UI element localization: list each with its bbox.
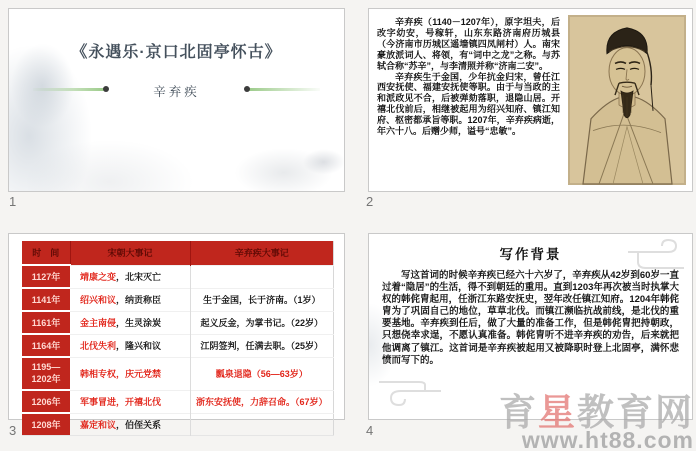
left-arrow-line-decoration bbox=[33, 88, 105, 91]
event-highlight: 军事冒进，开禧北伐 bbox=[80, 397, 162, 407]
year-cell: 1161年 bbox=[22, 311, 70, 334]
table-row bbox=[22, 311, 334, 334]
xinqiji-event-cell bbox=[190, 390, 334, 413]
slide-3-number: 3 bbox=[9, 423, 17, 438]
xinqiji-event-text: 瓢泉退隐（56—63岁） bbox=[215, 369, 308, 379]
xinqiji-event-cell bbox=[190, 357, 334, 390]
header-time: 时 间 bbox=[22, 241, 70, 265]
slide-1-number: 1 bbox=[9, 194, 17, 209]
event-highlight: 韩相专权，庆元党禁 bbox=[80, 369, 162, 379]
slide-4-thumbnail[interactable] bbox=[368, 233, 693, 420]
event-rest: ，北宋灭亡 bbox=[116, 272, 162, 282]
table-row bbox=[22, 288, 334, 311]
event-rest: ，纳贡称臣 bbox=[116, 295, 162, 305]
table-header-row bbox=[22, 241, 334, 265]
section-title: 写作背景 bbox=[499, 247, 562, 262]
xin-qiji-portrait-image bbox=[568, 15, 686, 185]
xinqiji-event-text: 浙东安抚使，力辞召命。（67岁） bbox=[195, 397, 328, 407]
xinqiji-event-cell bbox=[190, 334, 334, 357]
watermark-url: www.ht88.com bbox=[521, 427, 694, 453]
song-event-cell bbox=[70, 334, 190, 357]
table-row bbox=[22, 265, 334, 288]
watermark-star-character: 星 bbox=[538, 392, 577, 433]
song-event-cell bbox=[70, 265, 190, 288]
year-cell: 1206年 bbox=[22, 390, 70, 413]
event-highlight: 绍兴和议 bbox=[80, 295, 117, 305]
header-xinqiji-events: 辛弃疾大事记 bbox=[190, 241, 334, 265]
xinqiji-event-cell bbox=[190, 265, 334, 288]
song-event-cell bbox=[70, 357, 190, 390]
xin-qiji-portrait-drawing bbox=[569, 16, 685, 184]
biography-paragraph-2: 辛弃疾生于金国，少年抗金归宋，曾任江西安抚使、福建安抚使等职。由于与当政的主和派政见不合，后被弹劾落职，退隐山居。开禧北伐前后，相继被起用为绍兴知府、镇江知府、枢密都承旨等职。1207年，辛弃疾病逝，年六十八。后赠少师，谥号“忠敏”。 bbox=[377, 71, 560, 137]
slide-2-thumbnail[interactable] bbox=[368, 8, 693, 192]
event-rest: ，隆兴和议 bbox=[116, 341, 162, 351]
header-song-events: 宋朝大事记 bbox=[70, 241, 190, 265]
event-highlight: 金主南侵 bbox=[80, 318, 117, 328]
table-row bbox=[22, 334, 334, 357]
cloud-scroll-icon bbox=[375, 381, 445, 415]
author-name: 辛弃疾 bbox=[153, 85, 200, 99]
xinqiji-event-cell bbox=[190, 413, 334, 436]
watermark-text: 教育网 bbox=[577, 392, 694, 433]
table-row bbox=[22, 357, 334, 390]
dot-icon bbox=[244, 86, 250, 92]
xinqiji-event-text: 生于金国，长于济南。（1岁） bbox=[202, 295, 321, 305]
event-rest: ，生灵涂炭 bbox=[116, 318, 162, 328]
song-event-cell bbox=[70, 390, 190, 413]
year-cell: 1127年 bbox=[22, 265, 70, 288]
event-highlight: 靖康之变 bbox=[80, 272, 117, 282]
event-highlight: 北伐失利 bbox=[80, 341, 117, 351]
slide-1-thumbnail[interactable] bbox=[8, 8, 345, 192]
table-row bbox=[22, 413, 334, 436]
slide-3-thumbnail[interactable] bbox=[8, 233, 345, 430]
poem-title: 《永遇乐·京口北固亭怀古》 bbox=[71, 44, 282, 61]
watermark-text: 育 bbox=[499, 392, 538, 433]
table-row bbox=[22, 390, 334, 413]
song-event-cell bbox=[70, 288, 190, 311]
biography-paragraph-1: 辛弃疾（1140－1207年），原字坦夫，后改字幼安，号稼轩，山东东路济南府历城县（今济南市历城区遥墙镇四凤闸村）人。南宋豪放派词人、将领，有“词中之龙”之称。与苏轼合称“苏辛”，与李清照并称“济南二安”。 bbox=[377, 17, 560, 71]
event-highlight: 嘉定和议 bbox=[80, 419, 117, 430]
right-arrow-line-decoration bbox=[248, 88, 320, 91]
slide-4-number: 4 bbox=[366, 423, 374, 438]
biography-text bbox=[375, 15, 564, 185]
xinqiji-event-cell bbox=[190, 288, 334, 311]
slide-2-number: 2 bbox=[366, 194, 374, 209]
song-event-cell bbox=[70, 311, 190, 334]
background-paragraph: 写这首词的时候辛弃疾已经六十六岁了，辛弃疾从42岁到60岁一直过着“隐居”的生活，得不到朝廷的重用。直到1203年再次被当时执掌大权的韩侂胄起用，任浙江东路安抚史，翌年改任镇江知府。1204年韩侂胄为了巩固自己的地位，草草北伐。而镇江濒临抗战前线，是北伐的重要基地。辛弃疾到任后，做了大量的准备工作，但是韩侂胄把持朝政，只想侥幸求逞，不愿认真准备。韩侂胄听不进辛弃疾的劝告，后来就把他调离了镇江。这首词是辛弃疾被起用又被降职时登上北固亭，满怀悲愤而写下的。 bbox=[382, 270, 679, 366]
xinqiji-event-text: 起义反金，为掌书记。（22岁） bbox=[200, 318, 323, 328]
event-rest: ，伯侄关系 bbox=[116, 419, 162, 430]
dot-icon bbox=[103, 86, 109, 92]
year-cell: 1208年 bbox=[22, 413, 70, 436]
year-cell: 1195—1202年 bbox=[22, 357, 70, 390]
xinqiji-event-text: 江阴签判，任满去职。（25岁） bbox=[200, 341, 323, 351]
song-event-cell bbox=[70, 413, 190, 436]
xinqiji-event-cell bbox=[190, 311, 334, 334]
year-cell: 1141年 bbox=[22, 288, 70, 311]
chronology-table bbox=[22, 241, 334, 436]
cloud-scroll-icon bbox=[618, 238, 688, 272]
year-cell: 1164年 bbox=[22, 334, 70, 357]
